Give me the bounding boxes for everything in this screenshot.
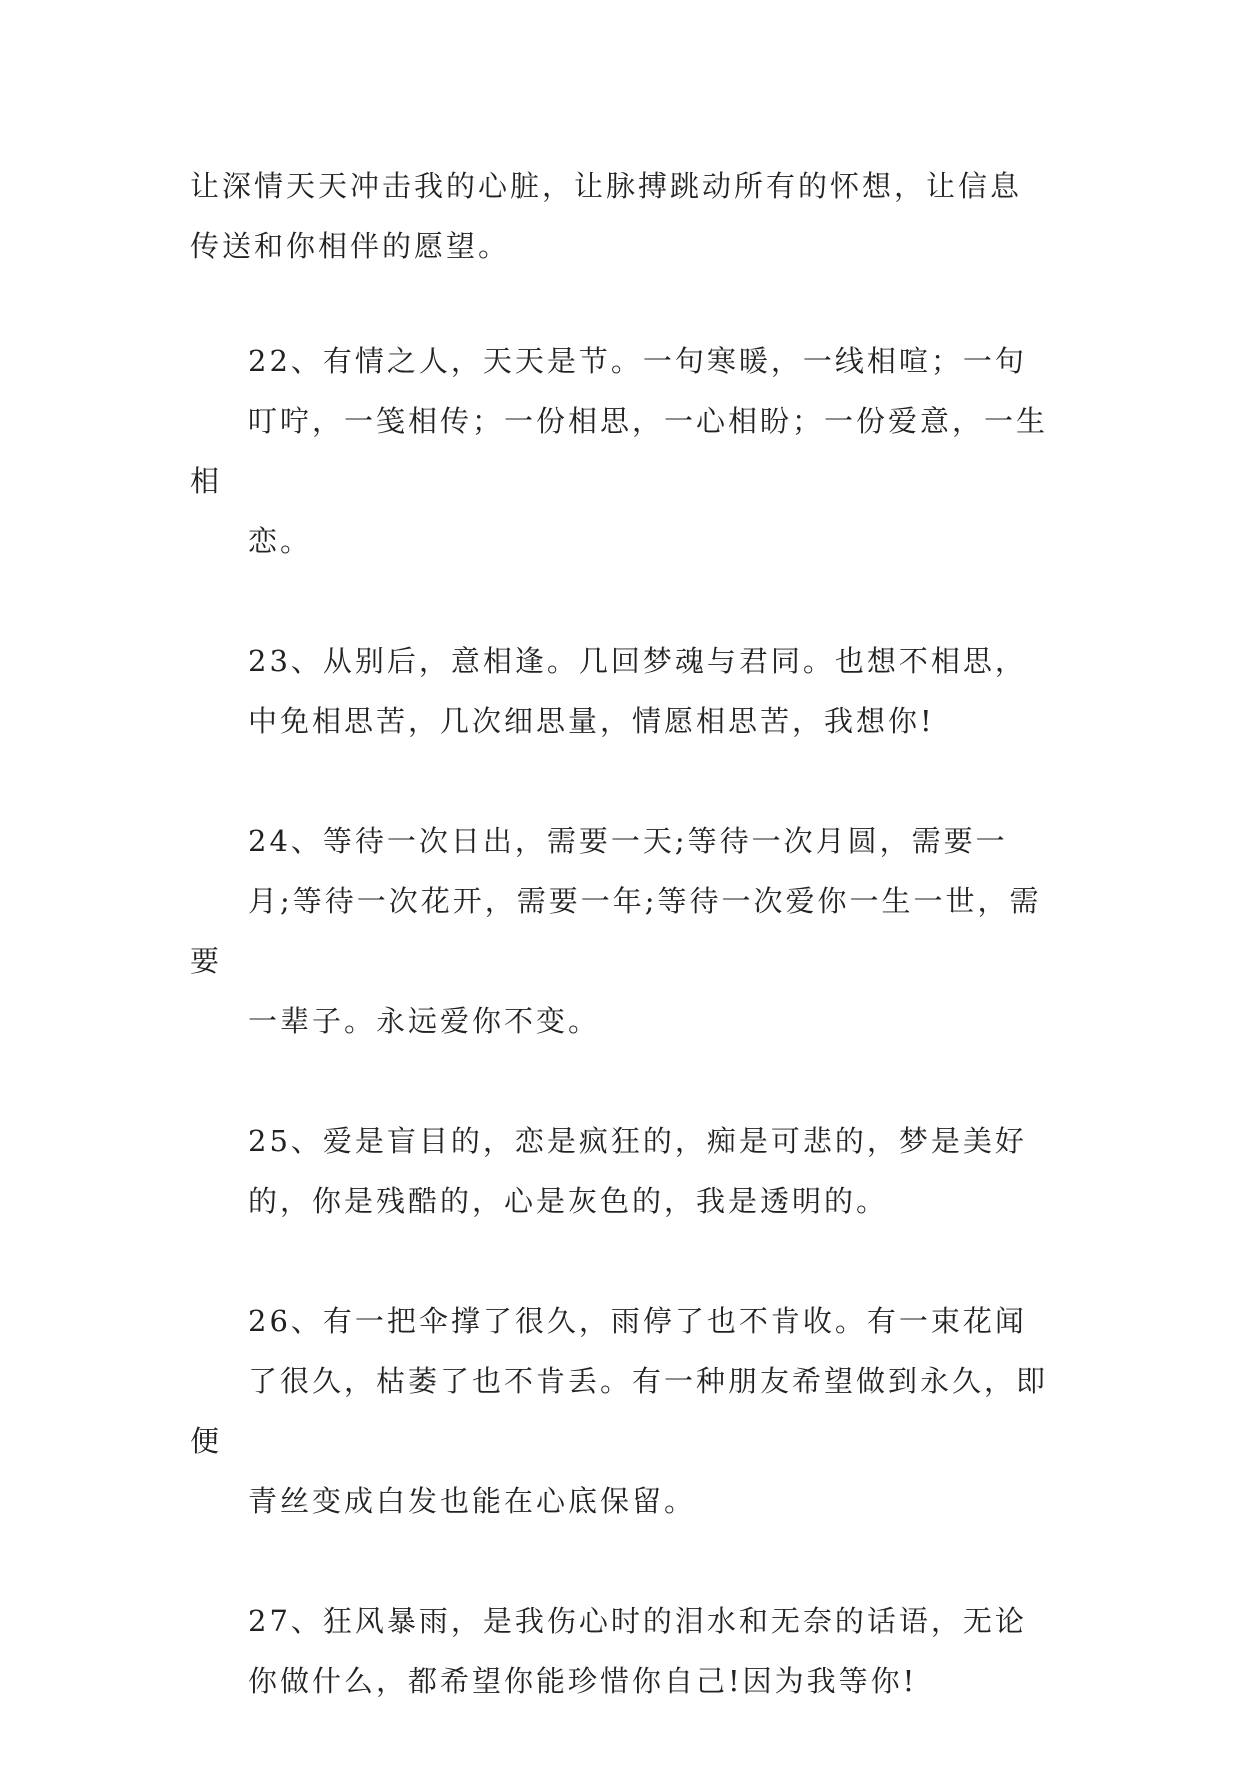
paragraph-line: 月;等待一次花开，需要一年;等待一次爱你一生一世，需要 (190, 884, 1042, 978)
paragraph-27 (190, 1591, 1050, 1711)
paragraph-line: 24、等待一次日出，需要一天;等待一次月圆，需要一 (248, 824, 1008, 858)
paragraph-line: 27、狂风暴雨，是我伤心时的泪水和无奈的话语，无论 (248, 1604, 1027, 1638)
paragraph-line: 传送和你相伴的愿望。 (190, 229, 511, 263)
paragraph-25 (190, 1111, 1050, 1231)
paragraph-24 (190, 811, 1050, 1051)
paragraph-line: 中免相思苦，几次细思量，情愿相思苦，我想你! (248, 704, 935, 738)
paragraph-line: 一辈子。永远爱你不变。 (248, 1004, 601, 1038)
paragraph-line: 22、有情之人，天天是节。一句寒暖，一线相喧；一句 (248, 344, 1027, 378)
paragraph-line: 叮咛，一笺相传；一份相思，一心相盼；一份爱意，一生相 (190, 404, 1049, 498)
paragraph-line: 青丝变成白发也能在心底保留。 (248, 1484, 697, 1518)
document-body (190, 156, 1050, 1771)
paragraph-line: 25、爱是盲目的，恋是疯狂的，痴是可悲的，梦是美好 (248, 1124, 1027, 1158)
paragraph-23 (190, 631, 1050, 751)
paragraph-26 (190, 1291, 1050, 1531)
paragraph-line: 你做什么，都希望你能珍惜你自己!因为我等你! (248, 1664, 918, 1698)
paragraph-line: 26、有一把伞撑了很久，雨停了也不肯收。有一束花闻 (248, 1304, 1027, 1338)
paragraph-line: 23、从别后，意相逢。几回梦魂与君同。也想不相思， (248, 644, 1027, 678)
paragraph-line: 恋。 (248, 524, 313, 558)
paragraph-intro (190, 156, 1050, 276)
paragraph-22 (190, 331, 1050, 571)
paragraph-line: 了很久，枯萎了也不肯丢。有一种朋友希望做到永久，即便 (190, 1364, 1049, 1458)
paragraph-line: 让深情天天冲击我的心脏，让脉搏跳动所有的怀想，让信息 (190, 169, 1023, 203)
paragraph-line: 的，你是残酷的，心是灰色的，我是透明的。 (248, 1184, 889, 1218)
